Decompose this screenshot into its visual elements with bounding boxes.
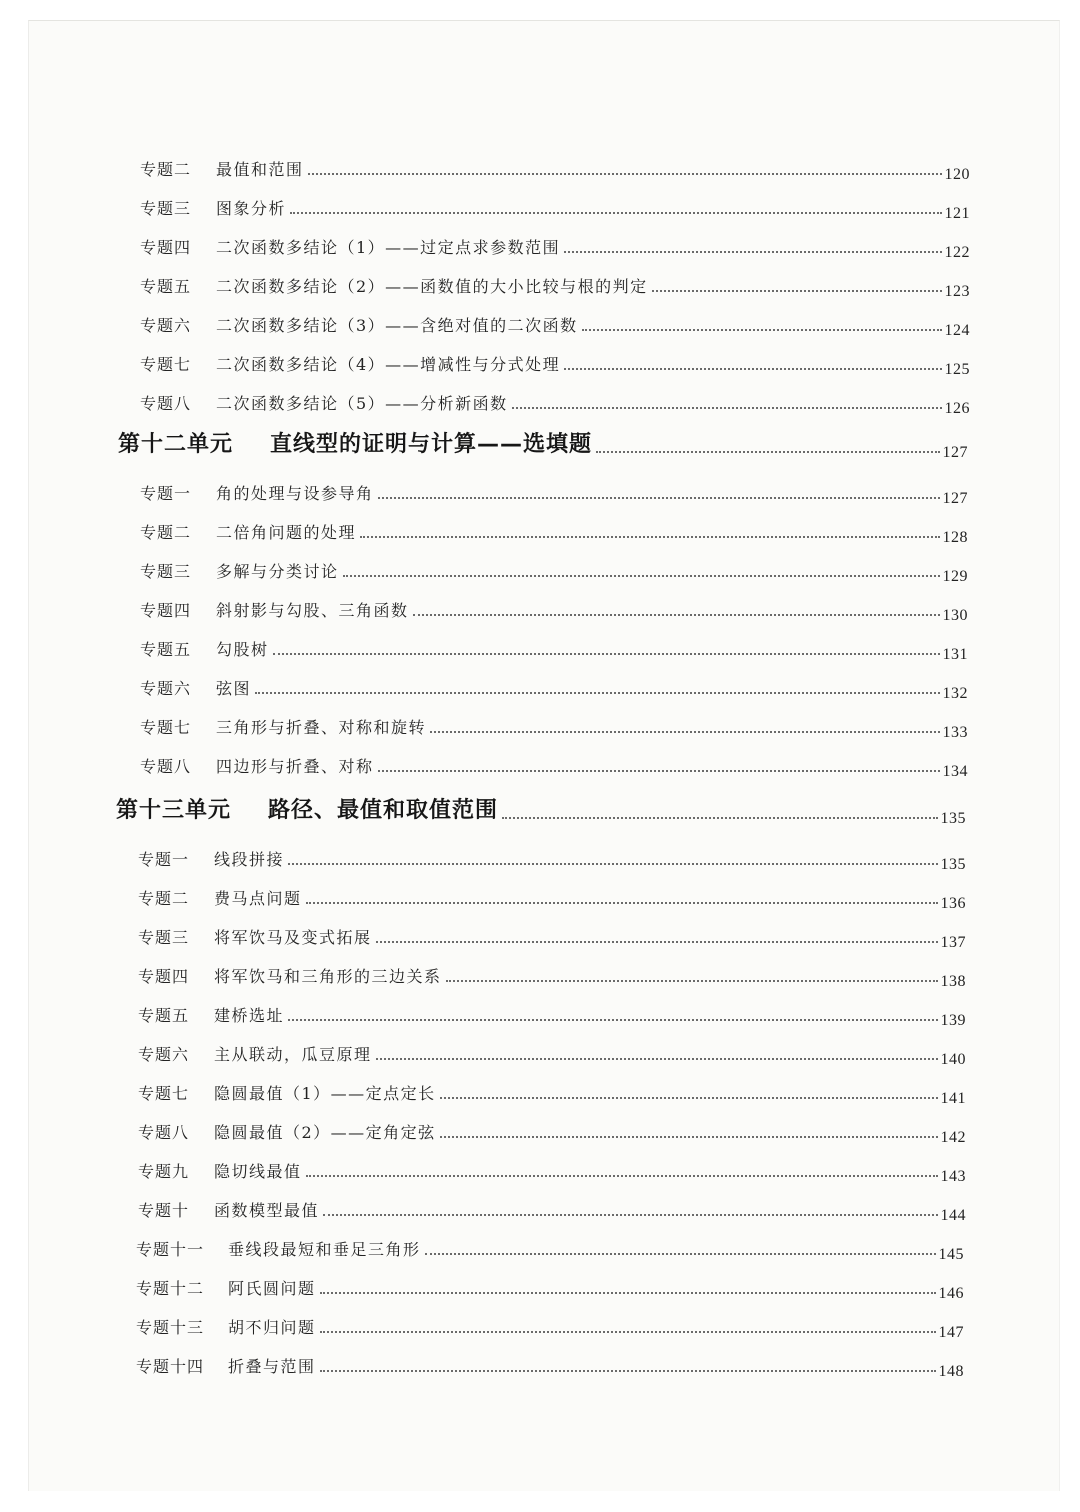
toc-entry-page: 122 xyxy=(944,244,970,261)
leader-dots xyxy=(596,451,939,453)
leader-dots xyxy=(306,1175,938,1177)
toc-entry-title: 斜射影与勾股、三角函数 xyxy=(216,601,409,620)
unit-title: 路径、最值和取值范围 xyxy=(268,798,499,823)
unit-title: 直线型的证明与计算——选填题 xyxy=(270,432,593,457)
toc-entry-number: 专题八 xyxy=(140,757,192,776)
toc-entry-page: 136 xyxy=(940,895,966,912)
toc-entry[interactable] xyxy=(136,1308,964,1341)
toc-entry-page: 127 xyxy=(942,490,968,507)
toc-entry-title: 二次函数多结论（5）——分析新函数 xyxy=(216,394,508,413)
toc-entry-title: 费马点问题 xyxy=(214,889,302,908)
toc-entry-title: 主从联动，瓜豆原理 xyxy=(214,1045,372,1064)
toc-entry-title: 线段拼接 xyxy=(214,850,285,869)
toc-entry-number: 专题十三 xyxy=(136,1318,205,1337)
toc-entry-number: 专题十 xyxy=(138,1201,190,1220)
toc-entry[interactable] xyxy=(140,150,970,183)
toc-entry[interactable] xyxy=(136,1230,964,1263)
toc-entry[interactable] xyxy=(136,1347,964,1380)
toc-entry-title: 二次函数多结论（1）——过定点求参数范围 xyxy=(216,238,561,257)
toc-entry[interactable] xyxy=(140,591,968,624)
toc-entry[interactable] xyxy=(140,384,970,417)
toc-entry-title: 二次函数多结论（2）——函数值的大小比较与根的判定 xyxy=(216,277,648,296)
toc-entry-number: 专题八 xyxy=(138,1123,190,1142)
toc-entry-number: 专题七 xyxy=(138,1084,190,1103)
toc-entry-title: 四边形与折叠、对称 xyxy=(216,757,374,776)
toc-entry-number: 专题三 xyxy=(140,562,192,581)
toc-entry-page: 142 xyxy=(940,1129,966,1146)
toc-entry-title: 隐圆最值（1）——定点定长 xyxy=(214,1084,436,1103)
leader-dots xyxy=(376,941,938,943)
toc-entry[interactable] xyxy=(140,708,968,741)
toc-entry-page: 146 xyxy=(938,1285,964,1302)
toc-entry-page: 147 xyxy=(938,1324,964,1341)
toc-entry-title: 最值和范围 xyxy=(216,160,304,179)
leader-dots xyxy=(582,329,942,331)
toc-entry-page: 145 xyxy=(938,1246,964,1263)
toc-entry[interactable] xyxy=(136,1269,964,1302)
toc-entry-title: 将军饮马和三角形的三边关系 xyxy=(214,967,442,986)
toc-entry[interactable] xyxy=(140,513,968,546)
toc-entry[interactable] xyxy=(140,228,970,261)
toc-entry[interactable] xyxy=(138,1191,966,1224)
toc-entry-page: 133 xyxy=(942,724,968,741)
toc-entry[interactable] xyxy=(140,306,970,339)
toc-entry-title: 勾股树 xyxy=(216,640,269,659)
leader-dots xyxy=(440,1136,938,1138)
toc-entry-page: 148 xyxy=(938,1363,964,1380)
toc-entry-page: 144 xyxy=(940,1207,966,1224)
toc-entry-page: 126 xyxy=(944,400,970,417)
toc-entry-page: 131 xyxy=(942,646,968,663)
toc-entry[interactable] xyxy=(138,957,966,990)
toc-entry-number: 专题十四 xyxy=(136,1357,205,1376)
leader-dots xyxy=(502,817,937,819)
unit-number: 第十三单元 xyxy=(116,798,232,823)
leader-dots xyxy=(306,902,938,904)
toc-entry[interactable] xyxy=(138,840,966,873)
toc-entry-page: 143 xyxy=(940,1168,966,1185)
leader-dots xyxy=(343,575,940,577)
unit-page: 135 xyxy=(940,810,966,827)
toc-entry-page: 128 xyxy=(942,529,968,546)
toc-entry-number: 专题四 xyxy=(140,238,192,257)
leader-dots xyxy=(308,173,942,175)
toc-entry[interactable] xyxy=(138,1074,966,1107)
toc-entry[interactable] xyxy=(138,1035,966,1068)
leader-dots xyxy=(378,497,940,499)
leader-dots xyxy=(255,692,939,694)
toc-entry-title: 弦图 xyxy=(216,679,252,698)
leader-dots xyxy=(320,1331,936,1333)
leader-dots xyxy=(440,1097,938,1099)
toc-entry-number: 专题三 xyxy=(140,199,192,218)
toc-entry-number: 专题六 xyxy=(140,679,192,698)
toc-entry[interactable] xyxy=(138,1152,966,1185)
toc-entry-title: 多解与分类讨论 xyxy=(216,562,339,581)
unit-heading[interactable] xyxy=(116,790,966,827)
toc-entry-number: 专题二 xyxy=(138,889,190,908)
toc-entry-page: 140 xyxy=(940,1051,966,1068)
leader-dots xyxy=(564,251,941,253)
toc-entry-title: 二倍角问题的处理 xyxy=(216,523,357,542)
leader-dots xyxy=(290,212,941,214)
toc-entry-title: 建桥选址 xyxy=(214,1006,285,1025)
toc-entry-title: 垂线段最短和垂足三角形 xyxy=(228,1240,421,1259)
toc-entry-page: 120 xyxy=(944,166,970,183)
toc-entry[interactable] xyxy=(140,345,970,378)
toc-entry-title: 折叠与范围 xyxy=(228,1357,316,1376)
leader-dots xyxy=(512,407,942,409)
leader-dots xyxy=(288,863,937,865)
toc-entry-title: 阿氏圆问题 xyxy=(228,1279,316,1298)
leader-dots xyxy=(320,1292,936,1294)
leader-dots xyxy=(413,614,940,616)
toc-entry-title: 图象分析 xyxy=(216,199,287,218)
toc-entry[interactable] xyxy=(140,474,968,507)
toc-entry-title: 二次函数多结论（4）——增减性与分式处理 xyxy=(216,355,561,374)
toc-entry-title: 二次函数多结论（3）——含绝对值的二次函数 xyxy=(216,316,578,335)
toc-entry-number: 专题六 xyxy=(140,316,192,335)
toc-entry-number: 专题二 xyxy=(140,160,192,179)
toc-entry-page: 125 xyxy=(944,361,970,378)
toc-entry-number: 专题四 xyxy=(140,601,192,620)
toc-entry-page: 121 xyxy=(944,205,970,222)
toc-entry-number: 专题八 xyxy=(140,394,192,413)
toc-entry-number: 专题十一 xyxy=(136,1240,205,1259)
toc-entry[interactable] xyxy=(140,747,968,780)
toc-entry-number: 专题四 xyxy=(138,967,190,986)
leader-dots xyxy=(425,1253,936,1255)
toc-entry-number: 专题十二 xyxy=(136,1279,205,1298)
toc-entry-number: 专题二 xyxy=(140,523,192,542)
leader-dots xyxy=(652,290,942,292)
toc-entry-page: 124 xyxy=(944,322,970,339)
toc-entry-page: 139 xyxy=(940,1012,966,1029)
toc-entry-page: 137 xyxy=(940,934,966,951)
toc-entry[interactable] xyxy=(138,996,966,1029)
leader-dots xyxy=(564,368,941,370)
unit-number: 第十二单元 xyxy=(118,432,234,457)
toc-entry[interactable] xyxy=(138,1113,966,1146)
toc-entry-title: 隐圆最值（2）——定角定弦 xyxy=(214,1123,436,1142)
toc-entry-number: 专题一 xyxy=(138,850,190,869)
toc-entry-number: 专题一 xyxy=(140,484,192,503)
toc-entry-title: 函数模型最值 xyxy=(214,1201,320,1220)
toc-entry-number: 专题九 xyxy=(138,1162,190,1181)
toc-entry[interactable] xyxy=(140,630,968,663)
leader-dots xyxy=(446,980,938,982)
leader-dots xyxy=(288,1019,937,1021)
toc-entry-page: 132 xyxy=(942,685,968,702)
leader-dots xyxy=(273,653,940,655)
leader-dots xyxy=(378,770,940,772)
toc-entry-page: 130 xyxy=(942,607,968,624)
leader-dots xyxy=(376,1058,938,1060)
toc-entry-page: 129 xyxy=(942,568,968,585)
unit-heading[interactable] xyxy=(118,424,968,461)
toc-entry-number: 专题五 xyxy=(138,1006,190,1025)
toc-entry-title: 角的处理与设参导角 xyxy=(216,484,374,503)
toc-entry-title: 隐切线最值 xyxy=(214,1162,302,1181)
toc-entry[interactable] xyxy=(138,918,966,951)
toc-entry-number: 专题五 xyxy=(140,277,192,296)
toc-entry-title: 胡不归问题 xyxy=(228,1318,316,1337)
toc-entry-number: 专题三 xyxy=(138,928,190,947)
toc-entry[interactable] xyxy=(138,879,966,912)
toc-entry[interactable] xyxy=(140,552,968,585)
toc-entry-number: 专题五 xyxy=(140,640,192,659)
toc-entry-page: 123 xyxy=(944,283,970,300)
leader-dots xyxy=(320,1370,936,1372)
toc-entry-page: 141 xyxy=(940,1090,966,1107)
leader-dots xyxy=(323,1214,937,1216)
toc-entry-title: 三角形与折叠、对称和旋转 xyxy=(216,718,427,737)
toc-entry-number: 专题六 xyxy=(138,1045,190,1064)
leader-dots xyxy=(430,731,939,733)
toc-entry-number: 专题七 xyxy=(140,718,192,737)
toc-entry-number: 专题七 xyxy=(140,355,192,374)
unit-page: 127 xyxy=(942,444,968,461)
toc-entry-page: 138 xyxy=(940,973,966,990)
toc-entry-title: 将军饮马及变式拓展 xyxy=(214,928,372,947)
leader-dots xyxy=(360,536,939,538)
toc-entry-page: 135 xyxy=(940,856,966,873)
toc-entry-page: 134 xyxy=(942,763,968,780)
toc-entry[interactable] xyxy=(140,189,970,222)
toc-entry[interactable] xyxy=(140,669,968,702)
toc-entry[interactable] xyxy=(140,267,970,300)
